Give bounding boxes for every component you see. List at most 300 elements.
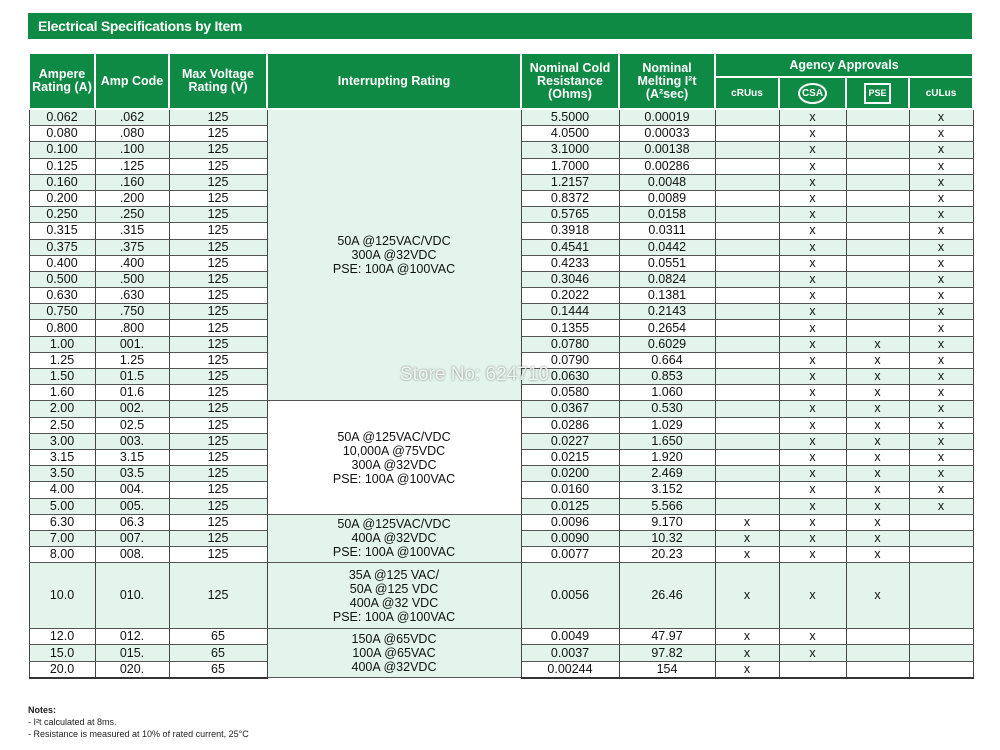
max-voltage-cell: 125 (169, 320, 267, 336)
cold-resistance-cell: 3.1000 (521, 142, 619, 158)
cruus-approval-cell (715, 142, 779, 158)
max-voltage-cell: 125 (169, 433, 267, 449)
culus-approval-cell (909, 563, 973, 629)
pse-approval-cell (846, 223, 909, 239)
ampere-rating-cell: 0.100 (29, 142, 95, 158)
amp-code-cell: 1.25 (95, 352, 169, 368)
csa-approval-cell: x (779, 126, 846, 142)
melting-i2t-cell: 5.566 (619, 498, 715, 514)
cruus-approval-cell (715, 385, 779, 401)
culus-approval-cell: x (909, 369, 973, 385)
ampere-rating-cell: 0.375 (29, 239, 95, 255)
pse-approval-cell: x (846, 385, 909, 401)
culus-approval-cell: x (909, 482, 973, 498)
melting-i2t-cell: 0.0311 (619, 223, 715, 239)
cruus-logo-icon: cRUus (731, 88, 763, 99)
max-voltage-cell: 125 (169, 271, 267, 287)
amp-code-cell: .062 (95, 109, 169, 126)
cruus-approval-cell (715, 369, 779, 385)
culus-approval-cell: x (909, 142, 973, 158)
cruus-approval-cell: x (715, 514, 779, 530)
culus-approval-cell: x (909, 336, 973, 352)
ampere-rating-cell: 0.630 (29, 288, 95, 304)
cold-resistance-cell: 0.0630 (521, 369, 619, 385)
cruus-approval-cell: x (715, 661, 779, 678)
ampere-rating-cell: 6.30 (29, 514, 95, 530)
amp-code-cell: 03.5 (95, 466, 169, 482)
max-voltage-cell: 125 (169, 417, 267, 433)
ampere-rating-cell: 0.400 (29, 255, 95, 271)
note-item: - Resistance is measured at 10% of rated current, 25°C (28, 729, 249, 739)
culus-approval-cell: x (909, 498, 973, 514)
max-voltage-cell: 125 (169, 239, 267, 255)
culus-approval-cell: x (909, 466, 973, 482)
max-voltage-cell: 125 (169, 514, 267, 530)
cruus-approval-cell (715, 223, 779, 239)
culus-approval-cell: x (909, 174, 973, 190)
amp-code-cell: 02.5 (95, 417, 169, 433)
amp-code-cell: .630 (95, 288, 169, 304)
cruus-approval-cell (715, 401, 779, 417)
ampere-rating-cell: 12.0 (29, 629, 95, 645)
pse-approval-cell: x (846, 514, 909, 530)
max-voltage-cell: 125 (169, 109, 267, 126)
cruus-approval-cell (715, 190, 779, 206)
pse-approval-cell (846, 255, 909, 271)
amp-code-cell: .200 (95, 190, 169, 206)
csa-approval-cell: x (779, 514, 846, 530)
melting-i2t-cell: 1.029 (619, 417, 715, 433)
pse-approval-cell: x (846, 401, 909, 417)
csa-approval-cell: x (779, 385, 846, 401)
pse-approval-cell: x (846, 482, 909, 498)
cold-resistance-cell: 0.0780 (521, 336, 619, 352)
melting-i2t-cell: 0.6029 (619, 336, 715, 352)
pse-approval-cell (846, 271, 909, 287)
ampere-rating-cell: 20.0 (29, 661, 95, 678)
amp-code-cell: 015. (95, 645, 169, 661)
pse-approval-cell (846, 239, 909, 255)
amp-code-cell: .400 (95, 255, 169, 271)
ampere-rating-cell: 10.0 (29, 563, 95, 629)
culus-approval-cell: x (909, 126, 973, 142)
cold-resistance-cell: 0.3046 (521, 271, 619, 287)
melting-i2t-cell: 0.2143 (619, 304, 715, 320)
cruus-approval-cell (715, 320, 779, 336)
csa-approval-cell: x (779, 417, 846, 433)
ampere-rating-cell: 3.00 (29, 433, 95, 449)
cruus-approval-cell (715, 466, 779, 482)
amp-code-cell: .080 (95, 126, 169, 142)
cruus-approval-cell (715, 158, 779, 174)
amp-code-cell: .100 (95, 142, 169, 158)
csa-approval-cell: x (779, 433, 846, 449)
max-voltage-cell: 125 (169, 482, 267, 498)
pse-approval-cell (846, 142, 909, 158)
ampere-rating-cell: 7.00 (29, 530, 95, 546)
interrupting-rating-cell: 35A @125 VAC/ 50A @125 VDC 400A @32 VDC PSE: 100A @100VAC (267, 563, 521, 629)
amp-code-cell: .250 (95, 207, 169, 223)
melting-i2t-cell: 0.00033 (619, 126, 715, 142)
ampere-rating-cell: 1.50 (29, 369, 95, 385)
cruus-approval-cell (715, 109, 779, 126)
cold-resistance-cell: 0.0227 (521, 433, 619, 449)
ampere-rating-cell: 5.00 (29, 498, 95, 514)
cruus-approval-cell (715, 239, 779, 255)
melting-i2t-cell: 0.0551 (619, 255, 715, 271)
cruus-approval-cell (715, 482, 779, 498)
pse-approval-cell (846, 207, 909, 223)
culus-approval-cell: x (909, 271, 973, 287)
interrupting-rating-cell: 50A @125VAC/VDC 10,000A @75VDC 300A @32VDC PSE: 100A @100VAC (267, 401, 521, 514)
amp-code-cell: 001. (95, 336, 169, 352)
culus-approval-cell (909, 661, 973, 678)
max-voltage-cell: 125 (169, 401, 267, 417)
cold-resistance-cell: 0.0077 (521, 547, 619, 563)
spec-table (28, 52, 974, 679)
cruus-approval-cell (715, 255, 779, 271)
csa-approval-cell: x (779, 288, 846, 304)
pse-approval-cell (846, 190, 909, 206)
table-row (29, 401, 973, 417)
cruus-approval-cell (715, 126, 779, 142)
cold-resistance-cell: 0.2022 (521, 288, 619, 304)
csa-approval-cell: x (779, 530, 846, 546)
cruus-approval-cell: x (715, 645, 779, 661)
cruus-approval-cell (715, 336, 779, 352)
max-voltage-cell: 125 (169, 174, 267, 190)
melting-i2t-cell: 1.060 (619, 385, 715, 401)
max-voltage-cell: 125 (169, 142, 267, 158)
ampere-rating-cell: 0.800 (29, 320, 95, 336)
amp-code-cell: 012. (95, 629, 169, 645)
csa-approval-cell (779, 661, 846, 678)
table-row (29, 109, 973, 126)
pse-approval-cell (846, 320, 909, 336)
melting-i2t-cell: 0.0442 (619, 239, 715, 255)
melting-i2t-cell: 154 (619, 661, 715, 678)
csa-approval-cell: x (779, 271, 846, 287)
ampere-rating-cell: 1.00 (29, 336, 95, 352)
ampere-rating-cell: 3.50 (29, 466, 95, 482)
cold-resistance-cell: 0.0160 (521, 482, 619, 498)
amp-code-cell: .315 (95, 223, 169, 239)
amp-code-cell: .500 (95, 271, 169, 287)
cold-resistance-cell: 4.0500 (521, 126, 619, 142)
culus-approval-cell (909, 514, 973, 530)
culus-approval-cell: x (909, 385, 973, 401)
csa-approval-cell: x (779, 336, 846, 352)
amp-code-cell: 06.3 (95, 514, 169, 530)
melting-i2t-cell: 0.00019 (619, 109, 715, 126)
cold-resistance-cell: 0.00244 (521, 661, 619, 678)
cold-resistance-cell: 0.0790 (521, 352, 619, 368)
csa-approval-cell: x (779, 352, 846, 368)
csa-approval-cell: x (779, 158, 846, 174)
ampere-rating-cell: 15.0 (29, 645, 95, 661)
pse-approval-cell: x (846, 547, 909, 563)
culus-approval-cell: x (909, 239, 973, 255)
cold-resistance-cell: 0.0096 (521, 514, 619, 530)
csa-approval-cell: x (779, 563, 846, 629)
header-agency-approvals: Agency Approvals (715, 53, 973, 77)
max-voltage-cell: 125 (169, 336, 267, 352)
pse-approval-cell (846, 629, 909, 645)
amp-code-cell: 003. (95, 433, 169, 449)
cold-resistance-cell: 0.3918 (521, 223, 619, 239)
pse-approval-cell: x (846, 563, 909, 629)
csa-approval-cell: x (779, 174, 846, 190)
melting-i2t-cell: 0.1381 (619, 288, 715, 304)
csa-approval-cell: x (779, 629, 846, 645)
pse-approval-cell (846, 126, 909, 142)
ampere-rating-cell: 0.750 (29, 304, 95, 320)
pse-approval-cell: x (846, 530, 909, 546)
cold-resistance-cell: 0.0049 (521, 629, 619, 645)
amp-code-cell: 010. (95, 563, 169, 629)
amp-code-cell: 007. (95, 530, 169, 546)
cold-resistance-cell: 0.1355 (521, 320, 619, 336)
cold-resistance-cell: 0.0090 (521, 530, 619, 546)
melting-i2t-cell: 0.0089 (619, 190, 715, 206)
csa-approval-cell: x (779, 207, 846, 223)
cold-resistance-cell: 0.8372 (521, 190, 619, 206)
csa-approval-cell: x (779, 547, 846, 563)
melting-i2t-cell: 0.530 (619, 401, 715, 417)
header-cold-resistance: Nominal Cold Resistance (Ohms) (521, 53, 619, 109)
pse-approval-cell (846, 158, 909, 174)
table-body (29, 109, 973, 678)
max-voltage-cell: 125 (169, 352, 267, 368)
pse-approval-cell: x (846, 369, 909, 385)
culus-approval-cell: x (909, 158, 973, 174)
csa-approval-cell: x (779, 466, 846, 482)
amp-code-cell: 005. (95, 498, 169, 514)
pse-logo-icon: PSE (864, 83, 890, 104)
culus-approval-cell: x (909, 401, 973, 417)
ampere-rating-cell: 8.00 (29, 547, 95, 563)
culus-approval-cell: x (909, 109, 973, 126)
max-voltage-cell: 125 (169, 385, 267, 401)
cruus-approval-cell (715, 271, 779, 287)
pse-approval-cell: x (846, 433, 909, 449)
melting-i2t-cell: 0.0048 (619, 174, 715, 190)
pse-approval-cell: x (846, 466, 909, 482)
section-title: Electrical Specifications by Item (28, 13, 972, 39)
melting-i2t-cell: 97.82 (619, 645, 715, 661)
amp-code-cell: 01.6 (95, 385, 169, 401)
culus-approval-cell (909, 530, 973, 546)
melting-i2t-cell: 9.170 (619, 514, 715, 530)
amp-code-cell: .800 (95, 320, 169, 336)
cold-resistance-cell: 0.5765 (521, 207, 619, 223)
ampere-rating-cell: 0.500 (29, 271, 95, 287)
cold-resistance-cell: 1.2157 (521, 174, 619, 190)
max-voltage-cell: 65 (169, 629, 267, 645)
notes (28, 704, 249, 740)
melting-i2t-cell: 10.32 (619, 530, 715, 546)
max-voltage-cell: 125 (169, 126, 267, 142)
header-amp-code: Amp Code (95, 53, 169, 109)
amp-code-cell: .750 (95, 304, 169, 320)
pse-approval-cell (846, 174, 909, 190)
amp-code-cell: 004. (95, 482, 169, 498)
csa-approval-cell: x (779, 109, 846, 126)
csa-logo-icon: CSA (798, 83, 827, 104)
cold-resistance-cell: 0.1444 (521, 304, 619, 320)
table-row (29, 629, 973, 645)
culus-approval-cell: x (909, 304, 973, 320)
max-voltage-cell: 125 (169, 255, 267, 271)
culus-approval-cell: x (909, 207, 973, 223)
notes-heading: Notes: (28, 705, 57, 715)
max-voltage-cell: 125 (169, 530, 267, 546)
interrupting-rating-cell: 50A @125VAC/VDC 300A @32VDC PSE: 100A @100VAC (267, 109, 521, 401)
amp-code-cell: .125 (95, 158, 169, 174)
culus-approval-cell: x (909, 288, 973, 304)
cruus-approval-cell (715, 207, 779, 223)
cruus-approval-cell (715, 449, 779, 465)
max-voltage-cell: 125 (169, 158, 267, 174)
cold-resistance-cell: 0.0286 (521, 417, 619, 433)
csa-approval-cell: x (779, 190, 846, 206)
cold-resistance-cell: 0.0200 (521, 466, 619, 482)
cruus-approval-cell: x (715, 530, 779, 546)
cold-resistance-cell: 1.7000 (521, 158, 619, 174)
culus-approval-cell: x (909, 223, 973, 239)
pse-approval-cell (846, 304, 909, 320)
max-voltage-cell: 65 (169, 661, 267, 678)
melting-i2t-cell: 3.152 (619, 482, 715, 498)
culus-approval-cell (909, 629, 973, 645)
culus-approval-cell: x (909, 433, 973, 449)
interrupting-rating-cell: 50A @125VAC/VDC 400A @32VDC PSE: 100A @100VAC (267, 514, 521, 563)
max-voltage-cell: 125 (169, 288, 267, 304)
cruus-approval-cell (715, 352, 779, 368)
table-row (29, 563, 973, 629)
ampere-rating-cell: 4.00 (29, 482, 95, 498)
csa-approval-cell: x (779, 239, 846, 255)
melting-i2t-cell: 0.00138 (619, 142, 715, 158)
ampere-rating-cell: 0.200 (29, 190, 95, 206)
melting-i2t-cell: 1.650 (619, 433, 715, 449)
csa-approval-cell: x (779, 369, 846, 385)
amp-code-cell: 020. (95, 661, 169, 678)
cold-resistance-cell: 5.5000 (521, 109, 619, 126)
melting-i2t-cell: 26.46 (619, 563, 715, 629)
csa-approval-cell: x (779, 142, 846, 158)
cold-resistance-cell: 0.4233 (521, 255, 619, 271)
ampere-rating-cell: 2.50 (29, 417, 95, 433)
ampere-rating-cell: 1.25 (29, 352, 95, 368)
amp-code-cell: 3.15 (95, 449, 169, 465)
cold-resistance-cell: 0.0125 (521, 498, 619, 514)
cruus-approval-cell (715, 174, 779, 190)
melting-i2t-cell: 1.920 (619, 449, 715, 465)
cruus-approval-cell (715, 433, 779, 449)
max-voltage-cell: 125 (169, 563, 267, 629)
melting-i2t-cell: 0.00286 (619, 158, 715, 174)
csa-approval-cell: x (779, 401, 846, 417)
ampere-rating-cell: 0.062 (29, 109, 95, 126)
csa-approval-cell: x (779, 304, 846, 320)
melting-i2t-cell: 0.2654 (619, 320, 715, 336)
csa-approval-cell: x (779, 482, 846, 498)
csa-approval-cell: x (779, 449, 846, 465)
pse-approval-cell: x (846, 449, 909, 465)
csa-approval-cell: x (779, 498, 846, 514)
ampere-rating-cell: 0.160 (29, 174, 95, 190)
max-voltage-cell: 125 (169, 207, 267, 223)
melting-i2t-cell: 0.0824 (619, 271, 715, 287)
ampere-rating-cell: 0.315 (29, 223, 95, 239)
culus-approval-cell (909, 547, 973, 563)
culus-logo-icon: cULus (925, 88, 957, 99)
max-voltage-cell: 125 (169, 466, 267, 482)
pse-approval-cell (846, 288, 909, 304)
cold-resistance-cell: 0.0580 (521, 385, 619, 401)
max-voltage-cell: 125 (169, 498, 267, 514)
cold-resistance-cell: 0.0367 (521, 401, 619, 417)
pse-approval-cell: x (846, 417, 909, 433)
melting-i2t-cell: 2.469 (619, 466, 715, 482)
cold-resistance-cell: 0.0056 (521, 563, 619, 629)
melting-i2t-cell: 0.853 (619, 369, 715, 385)
csa-approval-cell: x (779, 223, 846, 239)
melting-i2t-cell: 0.664 (619, 352, 715, 368)
csa-approval-cell: x (779, 320, 846, 336)
header-melting: Nominal Melting I²t (A²sec) (619, 53, 715, 109)
max-voltage-cell: 125 (169, 547, 267, 563)
cruus-approval-cell (715, 498, 779, 514)
header-ampere-rating: Ampere Rating (A) (29, 53, 95, 109)
pse-approval-cell (846, 645, 909, 661)
cruus-approval-cell: x (715, 563, 779, 629)
header-interrupting-rating: Interrupting Rating (267, 53, 521, 109)
cruus-approval-cell (715, 417, 779, 433)
pse-approval-cell: x (846, 498, 909, 514)
culus-approval-cell: x (909, 190, 973, 206)
header-max-voltage: Max Voltage Rating (V) (169, 53, 267, 109)
melting-i2t-cell: 0.0158 (619, 207, 715, 223)
ampere-rating-cell: 1.60 (29, 385, 95, 401)
max-voltage-cell: 125 (169, 223, 267, 239)
amp-code-cell: .160 (95, 174, 169, 190)
max-voltage-cell: 65 (169, 645, 267, 661)
pse-approval-cell (846, 109, 909, 126)
amp-code-cell: .375 (95, 239, 169, 255)
cruus-approval-cell (715, 304, 779, 320)
culus-approval-cell: x (909, 449, 973, 465)
cruus-approval-cell (715, 288, 779, 304)
culus-approval-cell (909, 645, 973, 661)
max-voltage-cell: 125 (169, 190, 267, 206)
max-voltage-cell: 125 (169, 304, 267, 320)
ampere-rating-cell: 3.15 (29, 449, 95, 465)
cruus-approval-cell: x (715, 629, 779, 645)
note-item: - I²t calculated at 8ms. (28, 717, 117, 727)
cold-resistance-cell: 0.0215 (521, 449, 619, 465)
amp-code-cell: 008. (95, 547, 169, 563)
interrupting-rating-cell: 150A @65VDC 100A @65VAC 400A @32VDC (267, 629, 521, 678)
melting-i2t-cell: 47.97 (619, 629, 715, 645)
amp-code-cell: 002. (95, 401, 169, 417)
cold-resistance-cell: 0.4541 (521, 239, 619, 255)
amp-code-cell: 01.5 (95, 369, 169, 385)
ampere-rating-cell: 0.125 (29, 158, 95, 174)
culus-approval-cell: x (909, 417, 973, 433)
pse-approval-cell (846, 661, 909, 678)
